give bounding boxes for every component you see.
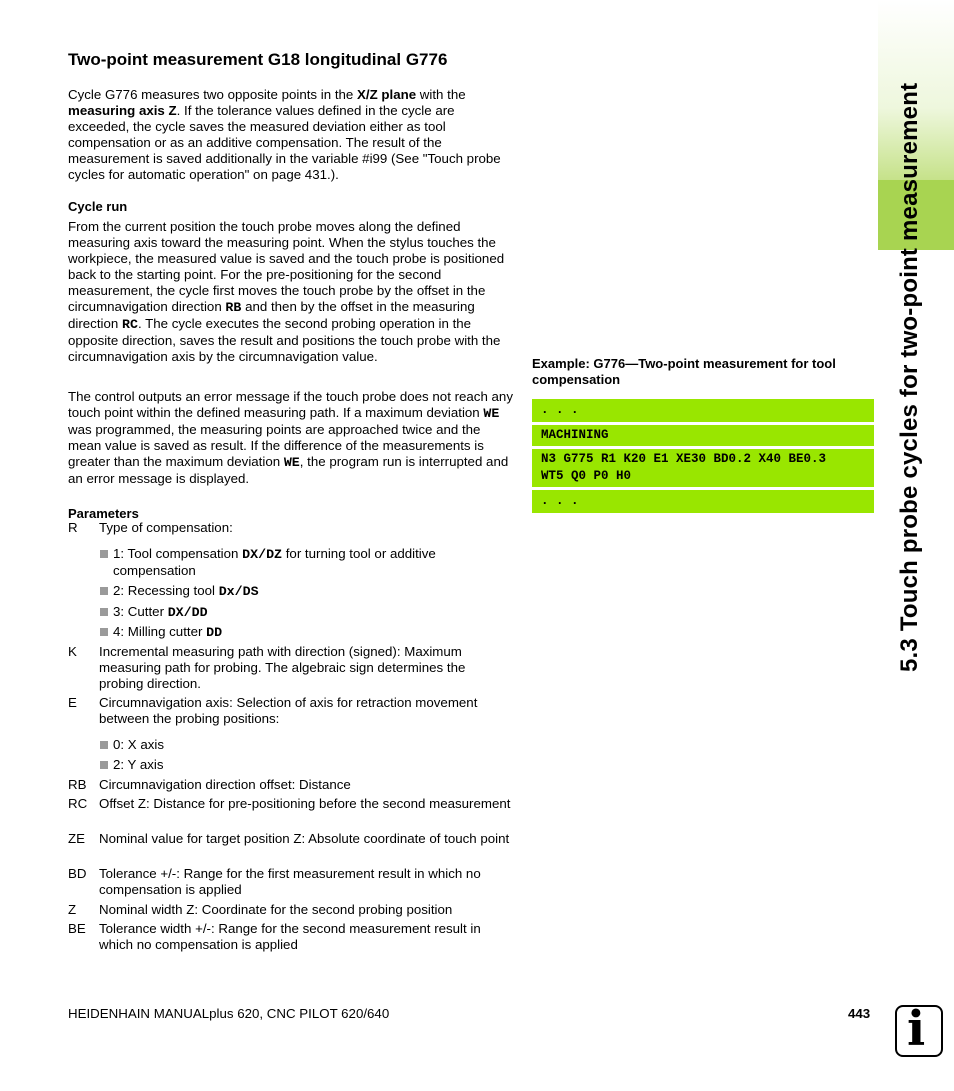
param-key: E (68, 695, 77, 710)
cycle-run-heading: Cycle run (68, 199, 128, 214)
param-key: RB (68, 777, 87, 792)
cr-text-b: and then by the offset in the measuring direction (68, 299, 475, 331)
param-key: Z (68, 902, 77, 917)
intro-text-3: . If the tolerance values defined in the cycle are exceeded, the cycle saves the measured deviation either as tool compensation or as an additive compensation. The result of the measurement is saved additionally in the variable #i99 (See "Touch probe cycles for automatic operation" on page 431.). (68, 103, 501, 182)
param-key: BE (68, 921, 86, 936)
code-line: . . . (532, 399, 874, 422)
param-desc: Nominal width Z: Coordinate for the second probing position (99, 902, 453, 917)
param-desc: Tolerance +/-: Range for the first measurement result in which no compensation is applied (99, 866, 481, 897)
param-desc: Nominal value for target position Z: Absolute coordinate of touch point (99, 831, 510, 846)
code-line: MACHINING (532, 425, 874, 446)
code-we-2: WE (283, 455, 300, 470)
intro-text-2: with the (416, 87, 466, 102)
bullet-square-icon (100, 761, 108, 769)
option-text: 0: X axis (113, 737, 164, 752)
param-desc: Circumnavigation direction offset: Distance (99, 777, 351, 792)
param-key: K (68, 644, 77, 659)
param-key: BD (68, 866, 87, 881)
cr-text-c: . The cycle executes the second probing operation in the opposite direction, saves the result and positions the touch probe with the circumnavigation axis by the circumnavigation value. (68, 316, 501, 364)
chapter-side-title: 5.3 Touch probe cycles for two-point measurement (896, 82, 923, 672)
code-we-1: WE (483, 406, 500, 421)
intro-paragraph (68, 87, 513, 183)
footer-text: HEIDENHAIN MANUALplus 620, CNC PILOT 620/640 (68, 1006, 390, 1021)
intro-bold-1: X/Z plane (357, 87, 417, 102)
code-rb: RB (225, 300, 242, 315)
bullet-square-icon (100, 608, 108, 616)
cr2-text-c: , the program run is interrupted and an error message is displayed. (68, 454, 509, 486)
option-text: 4: Milling cutter (113, 624, 207, 639)
option-text: 2: Y axis (113, 757, 164, 772)
cr2-text-b: was programmed, the measuring points are approached twice and the mean value is saved as result. If the difference of the measurements is greater than the maximum deviation (68, 422, 484, 469)
intro-text-1: Cycle G776 measures two opposite points in the (68, 87, 357, 102)
option-rest: for turning tool or additive compensation (113, 546, 436, 578)
option-text: 1: Tool compensation (113, 546, 243, 561)
option-code: DX/DZ (242, 547, 283, 562)
parameters-heading: Parameters (68, 506, 139, 521)
bullet-square-icon (100, 550, 108, 558)
code-rc: RC (121, 317, 138, 332)
param-desc: Circumnavigation axis: Selection of axis for retraction movement between the probing positions: (99, 695, 478, 726)
param-desc: Tolerance width +/-: Range for the second measurement result in which no compensation is applied (99, 921, 481, 952)
param-key: R (68, 520, 78, 535)
param-key: RC (68, 796, 88, 811)
code-line: WT5 Q0 P0 H0 (541, 469, 632, 483)
param-desc: Incremental measuring path with direction (signed): Maximum measuring path for probing. The algebraic sign determines the probing direction. (99, 644, 466, 691)
param-desc: Type of compensation: (99, 520, 233, 535)
section-title: Two-point measurement G18 longitudinal G776 (68, 50, 448, 69)
option-code: DD (206, 625, 223, 640)
option-code: DX/DD (167, 605, 208, 620)
cycle-run-paragraph-1 (68, 219, 513, 365)
bullet-square-icon (100, 587, 108, 595)
param-key: ZE (68, 831, 85, 846)
page-number: 443 (848, 1006, 871, 1021)
option-code: Dx/DS (218, 584, 259, 599)
info-icon: i (895, 1005, 943, 1057)
code-line: N3 G775 R1 K20 E1 XE30 BD0.2 X40 BE0.3 (541, 452, 827, 466)
code-line: . . . (532, 490, 874, 513)
intro-bold-2: measuring axis Z (68, 103, 177, 118)
option-text: 2: Recessing tool (113, 583, 219, 598)
option-text: 3: Cutter (113, 604, 168, 619)
param-desc: Offset Z: Distance for pre-positioning before the second measurement (99, 796, 511, 811)
cr-text-a: From the current position the touch probe moves along the defined measuring axis toward the measuring point. When the stylus touches the workpiece, the measured value is saved and the touch probe is positioned back to the starting point. For the pre-positioning for the second measurement, the cycle first moves the touch probe by the offset in the circumnavigation direction (68, 219, 505, 314)
example-title: Example: G776—Two-point measurement for tool compensation (532, 356, 836, 387)
bullet-square-icon (100, 741, 108, 749)
code-block (532, 449, 874, 487)
cr2-text-a: The control outputs an error message if the touch probe does not reach any touch point within the defined measuring path. If a maximum deviation (68, 389, 513, 420)
bullet-square-icon (100, 628, 108, 636)
cycle-run-paragraph-2 (68, 389, 513, 487)
